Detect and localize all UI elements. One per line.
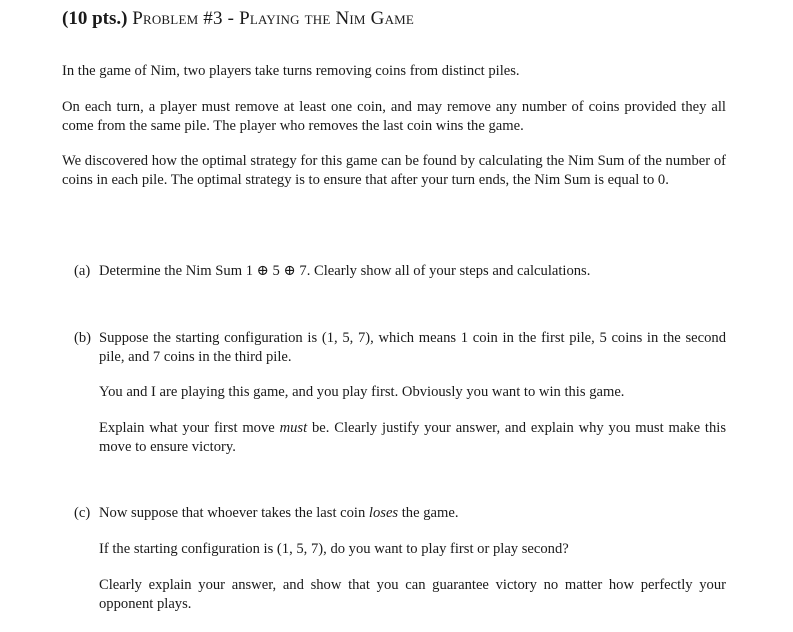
part-a — [74, 262, 726, 281]
part-a-text: Determine the Nim Sum — [99, 263, 246, 279]
part-b-paragraph-2: You and I are playing this game, and you play first. Obviously you want to win this game. — [99, 384, 625, 400]
part-c-paragraph-3: Clearly explain your answer, and show that you can guarantee victory no matter how perfectly your opponent plays. — [99, 577, 726, 612]
part-c-p2-math: (1, 5, 7) — [276, 541, 324, 557]
intro-paragraph-1: In the game of Nim, two players take turns removing coins from distinct piles. — [62, 63, 520, 79]
part-a-text-end: . Clearly show all of your steps and calculations. — [306, 263, 591, 279]
part-c-text-end: the game. — [398, 505, 459, 521]
part-c — [74, 504, 726, 523]
part-a-math: 1 ⊕ 5 ⊕ 7 — [245, 263, 307, 279]
part-b-math: (1, 5, 7) — [321, 330, 371, 346]
part-b-p3-text-end: be. Clearly justify your answer, and explain why you must make this move to ensure victory. — [99, 420, 726, 455]
part-c-emphasis: loses — [368, 505, 399, 521]
part-b-question — [99, 329, 726, 366]
part-c-p2-text: If the starting configuration is — [99, 541, 277, 557]
part-b-label: (b) — [74, 330, 92, 346]
intro-paragraph-3: We discovered how the optimal strategy for this game can be found by calculating the Nim Sum of the number of coins in each pile. The optimal strategy is to ensure that after your turn ends, the Nim Sum is equal to 0. — [62, 153, 726, 188]
part-b-p3-emphasis: must — [279, 420, 308, 436]
problem-title — [62, 8, 414, 30]
problem-name: Problem #3 - Playing the Nim Game — [132, 8, 415, 29]
part-b-paragraph-3 — [99, 419, 726, 456]
part-a-question — [99, 262, 726, 281]
part-c-question — [99, 504, 726, 523]
part-b — [74, 329, 726, 366]
part-c-label: (c) — [74, 505, 91, 521]
part-a-label: (a) — [74, 263, 91, 279]
part-c-paragraph-2 — [99, 540, 726, 559]
problem-points: (10 pts.) — [62, 8, 128, 29]
part-c-text: Now suppose that whoever takes the last coin — [99, 505, 369, 521]
part-b-text-end: , which means 1 coin in the first pile, 5 coins in the second pile, and 7 coins in the third pile. — [99, 330, 726, 365]
part-b-text: Suppose the starting configuration is — [99, 330, 322, 346]
part-b-p3-text: Explain what your first move — [99, 420, 280, 436]
part-c-p2-text-end: , do you want to play first or play second? — [323, 541, 569, 557]
intro-paragraph-2: On each turn, a player must remove at least one coin, and may remove any number of coins provided they all come from the same pile. The player who removes the last coin wins the game. — [62, 99, 726, 134]
